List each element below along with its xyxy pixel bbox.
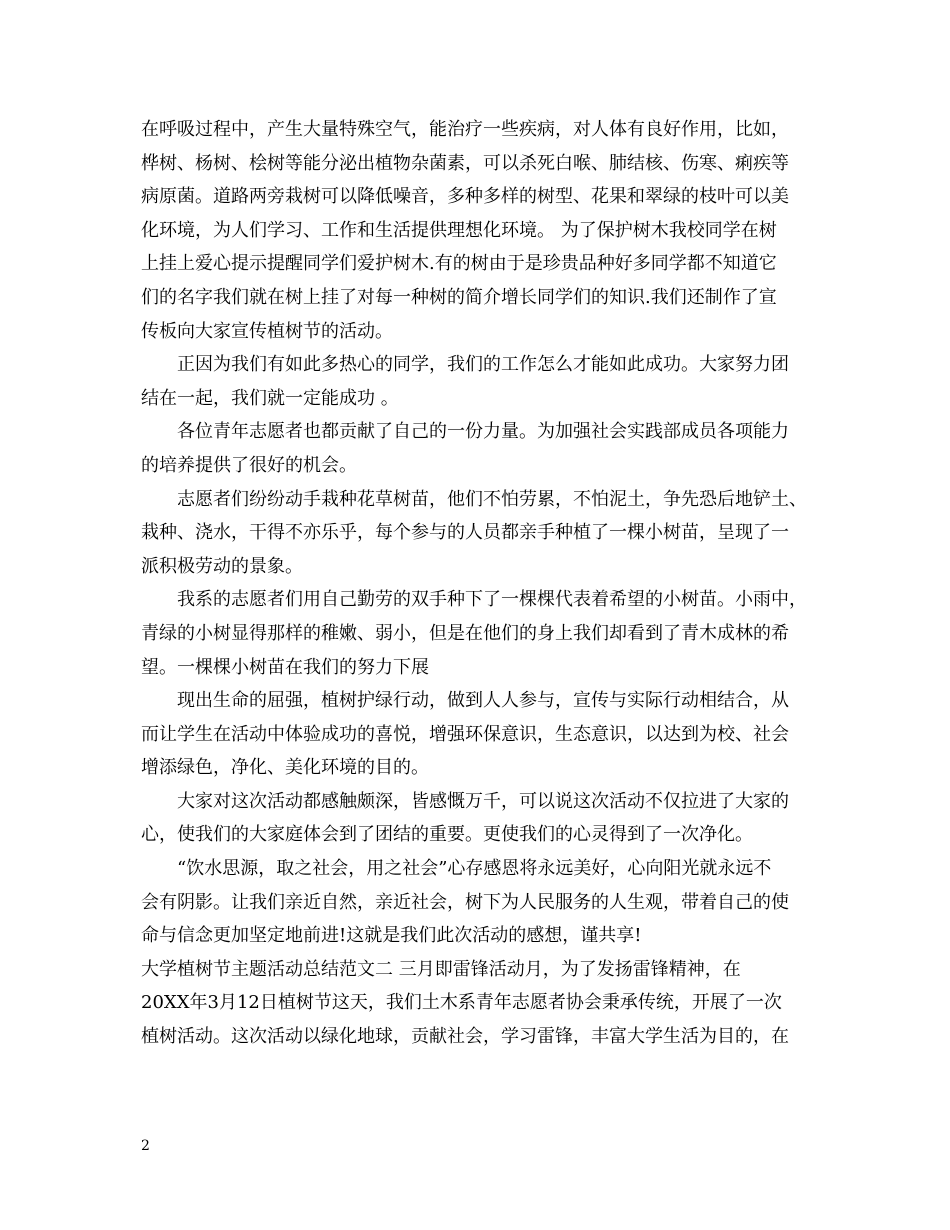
text-line: 上挂上爱心提示提醒同学们爱护树木.有的树由于是珍贵品种好多同学都不知道它 [141,253,777,275]
text-line: 心，使我们的大家庭体会到了团结的重要。更使我们的心灵得到了一次净化。 [141,824,753,846]
text-line: 栽种、浇水，干得不亦乐乎，每个参与的人员都亲手种植了一棵小树苗，呈现了一 [141,522,789,544]
text-line: 志愿者们纷纷动手栽种花草树苗，他们不怕劳累，不怕泥土，争先恐后地铲土、 [177,488,807,510]
text-line: 望。一棵棵小树苗在我们的努力下展 [141,656,429,678]
text-line: 各位青年志愿者也都贡献了自己的一份力量。为加强社会实践部成员各项能力 [177,421,789,443]
text-line: “饮水思源，取之社会，用之社会”心存感恩将永远美好，心向阳光就永远不 [177,858,772,880]
text-line: 派积极劳动的景象。 [141,555,303,577]
text-line: 会有阴影。让我们亲近自然，亲近社会，树下为人民服务的人生观，带着自己的使 [141,891,789,913]
text-line: 青绿的小树显得那样的稚嫩、弱小，但是在他们的身上我们却看到了青木成林的希 [141,622,789,644]
text-line: 们的名字我们就在树上挂了对每一种树的简介增长同学们的知识.我们还制作了宣 [141,286,777,308]
text-line: 20XX年3月12日植树节这天，我们土木系青年志愿者协会秉承传统，开展了一次 [141,992,782,1014]
text-line: 植树活动。这次活动以绿化地球，贡献社会，学习雷锋，丰富大学生活为目的，在 [141,1026,789,1048]
text-line: 大家对这次活动都感触颇深，皆感慨万千，可以说这次活动不仅拉进了大家的 [177,790,789,812]
text-line: 增添绿色，净化、美化环境的目的。 [141,757,429,779]
text-line: 桦树、杨树、桧树等能分泌出植物杂菌素，可以杀死白喉、肺结核、伤寒、痢疾等 [141,152,789,174]
text-line: 结在一起，我们就一定能成功 。 [141,387,399,409]
text-line: 化环境，为人们学习、工作和生活提供理想化环境。 为了保护树木我校同学在树 [141,219,777,241]
page-number: 2 [141,1138,150,1154]
text-line: 大学植树节主题活动总结范文二 三月即雷锋活动月，为了发扬雷锋精神，在 [141,958,741,980]
text-line: 正因为我们有如此多热心的同学，我们的工作怎么才能如此成功。大家努力团 [177,354,789,376]
text-line: 现出生命的屈强，植树护绿行动，做到人人参与，宣传与实际行动相结合，从 [177,690,789,712]
text-line: 而让学生在活动中体验成功的喜悦，增强环保意识，生态意识，以达到为校、社会 [141,723,789,745]
document-body [141,113,831,1054]
text-line: 在呼吸过程中，产生大量特殊空气，能治疗一些疾病，对人体有良好作用，比如， [141,119,789,140]
text-line: 的培养提供了很好的机会。 [141,454,357,476]
text-line: 我系的志愿者们用自己勤劳的双手种下了一棵棵代表着希望的小树苗。小雨中， [177,589,807,611]
text-line: 命与信念更加坚定地前进!这就是我们此次活动的感想，谨共享! [141,925,642,947]
text-line: 病原菌。道路两旁栽树可以降低噪音，多种多样的树型、花果和翠绿的枝叶可以美 [141,186,789,208]
text-line: 传板向大家宣传植树节的活动。 [141,320,393,342]
